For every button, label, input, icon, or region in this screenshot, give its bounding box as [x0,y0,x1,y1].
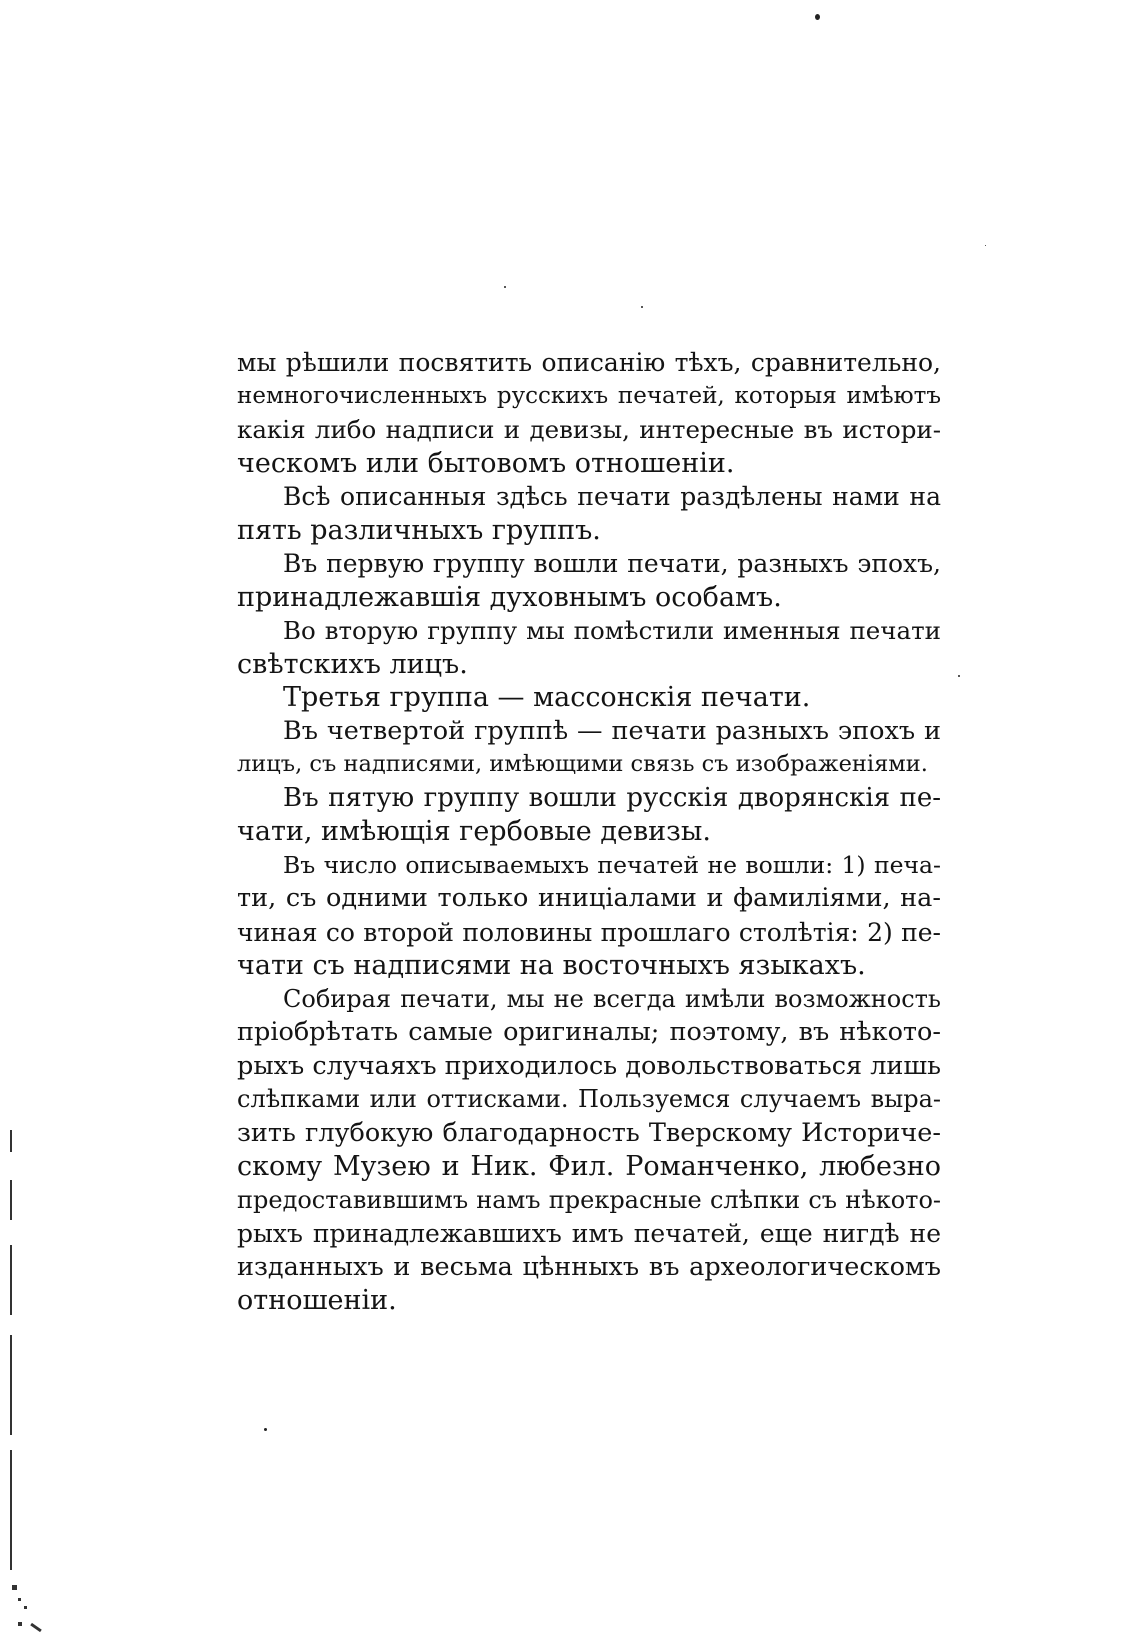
paragraph [237,480,941,547]
text-line: изданныхъ и весьма цѣнныхъ въ археологическомъ [237,1251,941,1282]
scan-speck [815,14,820,20]
text-line: чиная со второй половины прошлаго столѣтія: 2) пе- [237,917,941,947]
binding-edge-mark [10,1130,12,1152]
text-line: слѣпками или оттисками. Пользуемся случаемъ выра- [237,1085,941,1113]
text-line: какія либо надписи и девизы, интересные въ истори- [237,415,941,444]
text-line: Всѣ описанныя здѣсь печати раздѣлены нами на [283,482,941,511]
binding-edge-mark [18,1598,21,1601]
scan-speck [985,245,986,246]
text-line: пять различныхъ группъ. [237,514,601,546]
paragraph [237,782,941,849]
text-line: Третья группа — массонскія печати. [283,682,811,713]
binding-edge-mark [10,1180,12,1220]
binding-edge-mark [10,1245,12,1315]
paragraph [237,715,941,782]
scan-speck [264,1428,267,1431]
binding-edge-mark [10,1450,12,1570]
text-line: Собирая печати, мы не всегда имѣли возможность [283,984,941,1013]
text-line: Въ пятую группу вошли русскія дворянскія пе- [283,782,941,813]
text-line: Во вторую группу мы помѣстили именныя печати [283,616,941,645]
paragraph [237,849,941,983]
binding-edge-mark [10,1335,12,1435]
text-line: Въ число описываемыхъ печатей не вошли: 1) печа- [283,850,941,879]
text-line: ти, съ одними только иниціалами и фамиліями, на- [237,883,941,913]
text-line: лицъ, съ надписями, имѣющими связь съ изображеніями. [237,751,928,777]
scan-speck [958,675,960,677]
text-line: рыхъ случаяхъ приходилось довольствоваться лишь [237,1050,941,1081]
binding-edge-mark [24,1606,27,1609]
binding-edge-mark [18,1622,22,1626]
text-line: чати, имѣющія гербовые девизы. [237,816,711,847]
paragraph [237,547,941,614]
text-line: отношеніи. [237,1285,397,1316]
text-line: пріобрѣтать самые оригиналы; поэтому, въ нѣкото- [237,1017,941,1047]
paragraph [237,346,941,480]
paragraph [237,983,941,1318]
text-line: чати съ надписями на восточныхъ языкахъ. [237,950,866,981]
text-line: скому Музею и Ник. Фил. Романченко, любезно [237,1151,941,1182]
text-line: зить глубокую благодарность Тверскому Историче- [237,1117,941,1148]
text-line: немногочисленныхъ русскихъ печатей, которыя имѣютъ [237,382,941,409]
text-line: принадлежавшія духовнымъ особамъ. [237,581,782,613]
text-line: свѣтскихъ лицъ. [237,648,468,680]
paragraph [237,614,941,681]
text-line: мы рѣшили посвятить описанію тѣхъ, сравнительно, [237,348,941,377]
text-line: Въ четвертой группѣ — печати разныхъ эпохъ и [283,715,941,746]
binding-edge-mark [30,1623,42,1632]
binding-edge-mark [12,1585,17,1590]
body-text [237,346,941,1318]
scan-speck [504,286,506,288]
text-line: рыхъ принадлежавшихъ имъ печатей, еще нигдѣ не [237,1219,941,1248]
paragraph [237,681,941,715]
text-line: ческомъ или бытовомъ отношеніи. [237,447,735,479]
scan-speck [641,306,643,308]
text-line: Въ первую группу вошли печати, разныхъ эпохъ, [283,549,941,578]
text-line: предоставившимъ намъ прекрасные слѣпки съ нѣкото- [237,1185,941,1214]
